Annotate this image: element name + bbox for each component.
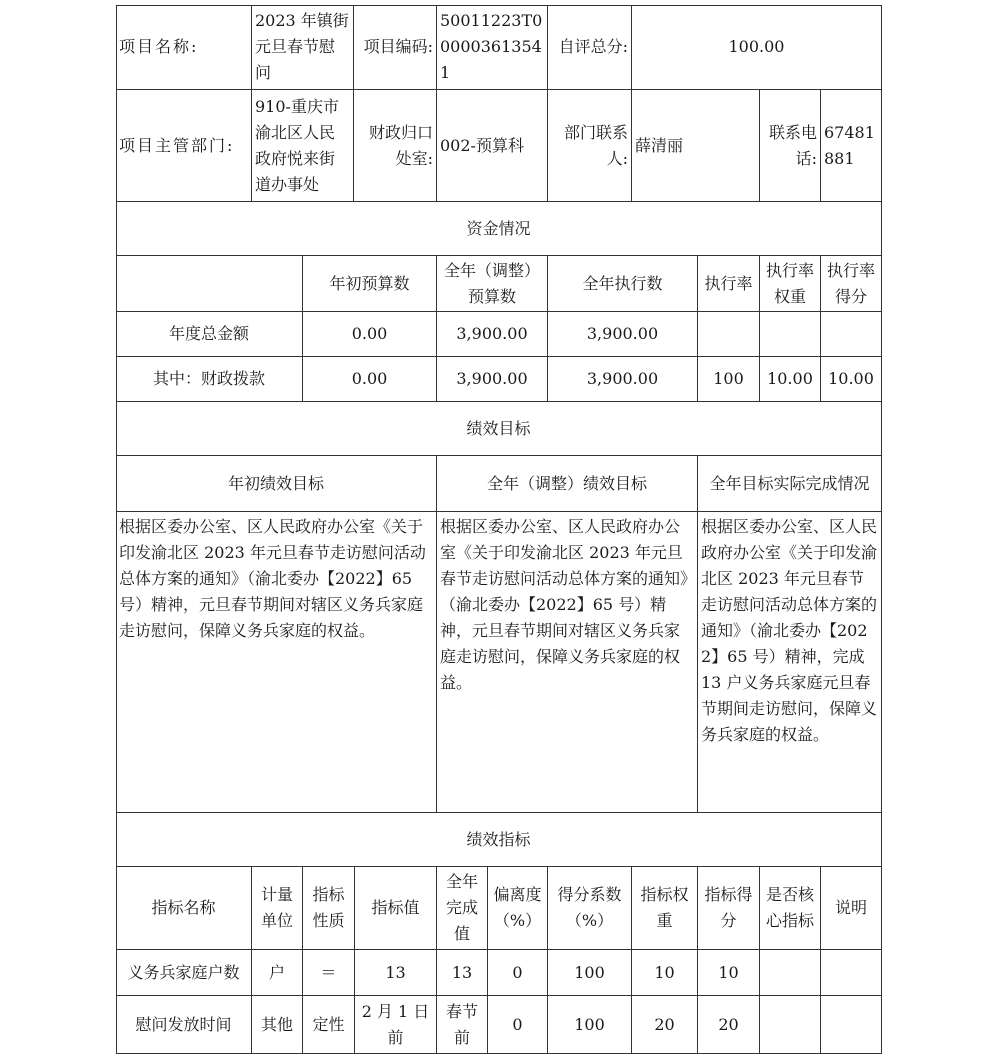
funds-row-fiscal-initial: 0.00 (303, 357, 437, 402)
funds-header-blank (116, 256, 303, 312)
ind-row2-nature: 定性 (303, 996, 355, 1054)
ind-header-unit: 计量单位 (252, 867, 303, 950)
funds-header-executed: 全年执行数 (548, 256, 698, 312)
ind-row1-nature: ＝ (303, 950, 355, 996)
dept-label: 项目主管部门: (116, 90, 252, 202)
ind-row2-note (821, 996, 882, 1054)
goals-section-title: 绩效目标 (116, 402, 882, 456)
funds-row-fiscal-adjusted: 3,900.00 (437, 357, 548, 402)
funds-row-total-initial: 0.00 (303, 312, 437, 357)
dept-value: 910-重庆市渝北区人民政府悦来街道办事处 (252, 90, 354, 202)
ind-row1-name: 义务兵家庭户数 (116, 950, 252, 996)
ind-row1-target: 13 (355, 950, 437, 996)
funds-row-total-rate (698, 312, 760, 357)
funds-header-rate-score: 执行率得分 (821, 256, 882, 312)
ind-row2-score: 20 (698, 996, 760, 1054)
ind-header-score: 指标得分 (698, 867, 760, 950)
ind-row1-completed: 13 (437, 950, 488, 996)
funds-row-fiscal-executed: 3,900.00 (548, 357, 698, 402)
performance-evaluation-table (116, 5, 882, 1054)
goals-initial-text: 根据区委办公室、区人民政府办公室《关于印发渝北区 2023 年元旦春节走访慰问活动总体方案的通知》（渝北委办【2022】65 号）精神，元旦春节期间对辖区义务兵家庭走访慰问，保障义务兵家庭的权益。 (116, 512, 437, 813)
funds-row-total-label: 年度总金额 (116, 312, 303, 357)
ind-header-nature: 指标性质 (303, 867, 355, 950)
ind-header-target: 指标值 (355, 867, 437, 950)
self-score-label: 自评总分: (548, 5, 632, 90)
ind-header-weight: 指标权重 (632, 867, 698, 950)
ind-row2-core (760, 996, 821, 1054)
funds-row-total-adjusted: 3,900.00 (437, 312, 548, 357)
goals-actual-text: 根据区委办公室、区人民政府办公室《关于印发渝北区 2023 年元旦春节走访慰问活动总体方案的通知》（渝北委办【2022】65 号）精神，完成 13 户义务兵家庭元旦春节期间走访慰问，保障义务兵家庭的权益。 (698, 512, 882, 813)
funds-row-fiscal-rate: 100 (698, 357, 760, 402)
ind-row1-coefficient: 100 (548, 950, 632, 996)
funds-row-total-executed: 3,900.00 (548, 312, 698, 357)
ind-header-note: 说明 (821, 867, 882, 950)
ind-row2-target: 2 月 1 日前 (355, 996, 437, 1054)
ind-header-core: 是否核心指标 (760, 867, 821, 950)
goals-header-initial: 年初绩效目标 (116, 456, 437, 512)
funds-header-rate-weight: 执行率权重 (760, 256, 821, 312)
indicators-section-title: 绩效指标 (116, 813, 882, 867)
self-score-value: 100.00 (632, 5, 882, 90)
ind-row1-core (760, 950, 821, 996)
ind-row1-score: 10 (698, 950, 760, 996)
contact-label: 部门联系人: (548, 90, 632, 202)
ind-row2-completed: 春节前 (437, 996, 488, 1054)
finance-office-value: 002-预算科 (437, 90, 548, 202)
funds-section-title: 资金情况 (116, 202, 882, 256)
funds-header-initial-budget: 年初预算数 (303, 256, 437, 312)
ind-row1-unit: 户 (252, 950, 303, 996)
phone-value: 67481881 (821, 90, 882, 202)
project-name-value: 2023 年镇街元旦春节慰问 (252, 5, 354, 90)
funds-row-total-weight (760, 312, 821, 357)
ind-row1-deviation: 0 (488, 950, 548, 996)
ind-row1-note (821, 950, 882, 996)
project-name-label: 项目名称: (116, 5, 252, 90)
ind-header-completed: 全年完成值 (437, 867, 488, 950)
funds-row-fiscal-label: 其中：财政拨款 (116, 357, 303, 402)
funds-header-adjusted-budget: 全年（调整）预算数 (437, 256, 548, 312)
phone-label: 联系电话: (760, 90, 821, 202)
ind-header-coefficient: 得分系数（%） (548, 867, 632, 950)
funds-row-fiscal-weight: 10.00 (760, 357, 821, 402)
ind-row2-deviation: 0 (488, 996, 548, 1054)
ind-row1-weight: 10 (632, 950, 698, 996)
ind-row2-name: 慰问发放时间 (116, 996, 252, 1054)
funds-header-exec-rate: 执行率 (698, 256, 760, 312)
goals-header-adjusted: 全年（调整）绩效目标 (437, 456, 698, 512)
ind-header-name: 指标名称 (116, 867, 252, 950)
project-code-value: 50011223T000003613541 (437, 5, 548, 90)
finance-office-label: 财政归口处室: (354, 90, 437, 202)
ind-row2-coefficient: 100 (548, 996, 632, 1054)
project-code-label: 项目编码: (354, 5, 437, 90)
goals-adjusted-text: 根据区委办公室、区人民政府办公室《关于印发渝北区 2023 年元旦春节走访慰问活动总体方案的通知》（渝北委办【2022】65 号）精神，元旦春节期间对辖区义务兵家庭走访慰问，保障义务兵家庭的权益。 (437, 512, 698, 813)
contact-value: 薛清丽 (632, 90, 760, 202)
ind-row2-unit: 其他 (252, 996, 303, 1054)
goals-header-actual: 全年目标实际完成情况 (698, 456, 882, 512)
ind-header-deviation: 偏离度（%） (488, 867, 548, 950)
funds-row-fiscal-score: 10.00 (821, 357, 882, 402)
funds-row-total-score (821, 312, 882, 357)
ind-row2-weight: 20 (632, 996, 698, 1054)
